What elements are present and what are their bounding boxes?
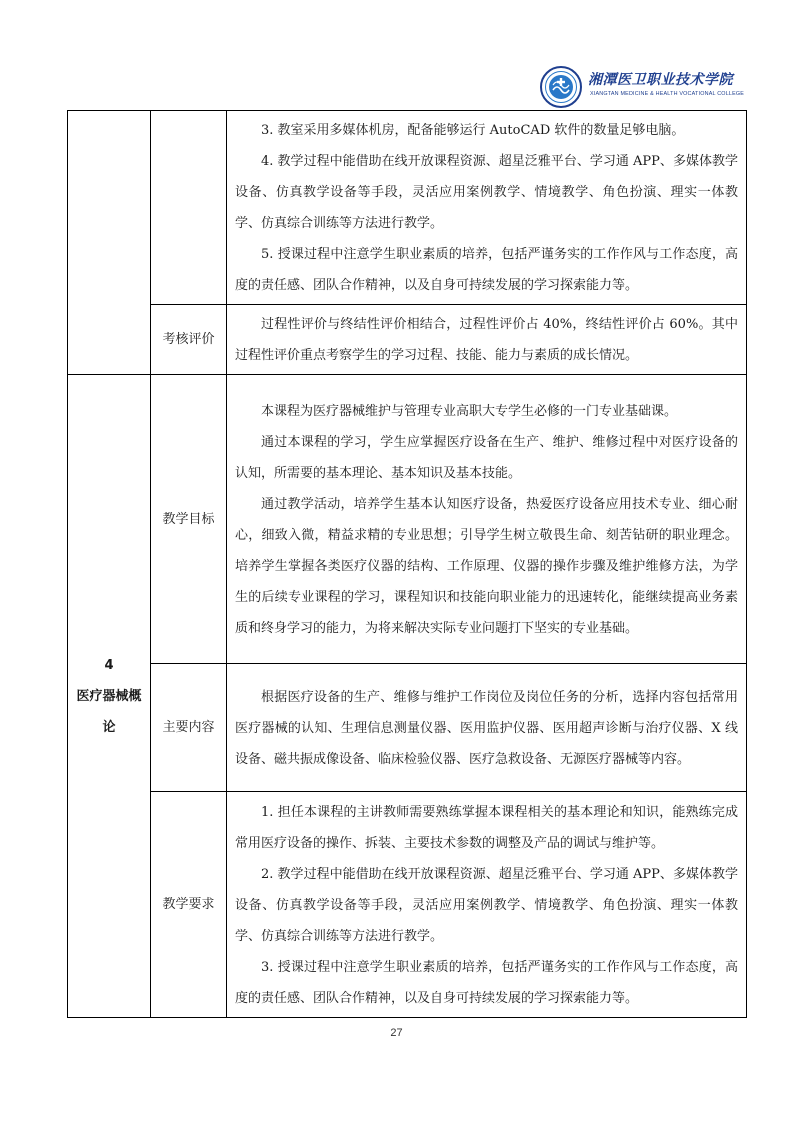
college-name-cn: 湘潭医卫职业技术学院 bbox=[588, 72, 733, 88]
prev-course-cell bbox=[68, 111, 151, 375]
requirements-cell bbox=[227, 792, 747, 1018]
paragraph: 4. 教学过程中能借助在线开放课程资源、超星泛雅平台、学习通 APP、多媒体教学设备、仿真教学设备等手段，灵活应用案例教学、情境教学、角色扮演、理实一体教学、仿真综合训练等方法进行教学。 bbox=[235, 154, 738, 231]
paragraph: 过程性评价与终结性评价相结合，过程性评价占 40%，终结性评价占 60%。其中过程性评价重点考察学生的学习过程、技能、能力与素质的成长情况。 bbox=[235, 317, 738, 363]
goals-label: 教学目标 bbox=[151, 375, 227, 664]
course-name-line1: 医疗器械概 bbox=[76, 688, 142, 704]
requirements-label: 教学要求 bbox=[151, 792, 227, 1018]
paragraph: 1. 担任本课程的主讲教师需要熟练掌握本课程相关的基本理论和知识，能熟练完成常用医疗设备的操作、拆装、主要技术参数的调整及产品的调试与维护等。 bbox=[235, 804, 738, 851]
college-logo bbox=[540, 66, 745, 108]
table-row bbox=[68, 375, 747, 664]
goals-cell bbox=[227, 375, 747, 664]
table-row bbox=[68, 305, 747, 375]
prev-requirements-label-cell bbox=[151, 111, 227, 305]
paragraph: 本课程为医疗器械维护与管理专业高职大专学生必修的一门专业基础课。 bbox=[261, 403, 678, 419]
paragraph: 5. 授课过程中注意学生职业素质的培养，包括严谨务实的工作作风与工作态度，高度的责任感、团队合作精神，以及自身可持续发展的学习探索能力等。 bbox=[235, 247, 738, 293]
course-number: 4 bbox=[104, 657, 114, 673]
paragraph: 根据医疗设备的生产、维修与维护工作岗位及岗位任务的分析，选择内容包括常用医疗器械的认知、生理信息测量仪器、医用监护仪器、医用超声诊断与治疗仪器、X 线设备、磁共振成像设备、临床检验仪器、医疗急救设备、无源医疗器械等内容。 bbox=[235, 689, 738, 767]
assessment-label: 考核评价 bbox=[151, 305, 227, 375]
paragraph: 通过本课程的学习，学生应掌握医疗设备在生产、维护、维修过程中对医疗设备的认知，所需要的基本理论、基本知识及基本技能。 bbox=[235, 434, 738, 481]
course-name-cell bbox=[68, 375, 151, 1018]
table-row bbox=[68, 792, 747, 1018]
content-label: 主要内容 bbox=[151, 664, 227, 792]
content-cell bbox=[227, 664, 747, 792]
college-seal-icon bbox=[540, 66, 582, 108]
prev-requirements-cell bbox=[227, 111, 747, 305]
page-number: 27 bbox=[390, 1027, 403, 1039]
college-name-en: XIANGTAN MEDICINE & HEALTH VOCATIONAL COLLEGE bbox=[590, 91, 745, 97]
paragraph: 3. 授课过程中注意学生职业素质的培养，包括严谨务实的工作作风与工作态度，高度的责任感、团队合作精神，以及自身可持续发展的学习探索能力等。 bbox=[235, 959, 738, 1006]
paragraph: 通过教学活动，培养学生基本认知医疗设备，热爱医疗设备应用技术专业、细心耐心，细致入微，精益求精的专业思想；引导学生树立敬畏生命、刻苦钻研的职业理念。培养学生掌握各类医疗仪器的结构、工作原理、仪器的操作步骤及维护维修方法，为学生的后续专业课程的学习，课程知识和技能向职业能力的迅速转化，能继续提高业务素质和终身学习的能力，为将来解决实际专业问题打下坚实的专业基础。 bbox=[235, 496, 738, 636]
table-row bbox=[68, 111, 747, 305]
table-row bbox=[68, 664, 747, 792]
assessment-cell bbox=[227, 305, 747, 375]
paragraph: 3. 教室采用多媒体机房，配备能够运行 AutoCAD 软件的数量足够电脑。 bbox=[261, 123, 685, 138]
course-name-line2: 论 bbox=[102, 719, 116, 735]
paragraph: 2. 教学过程中能借助在线开放课程资源、超星泛雅平台、学习通 APP、多媒体教学设备、仿真教学设备等手段，灵活应用案例教学、情境教学、角色扮演、理实一体教学、仿真综合训练等方法进行教学。 bbox=[235, 866, 738, 944]
course-table bbox=[67, 110, 747, 1018]
